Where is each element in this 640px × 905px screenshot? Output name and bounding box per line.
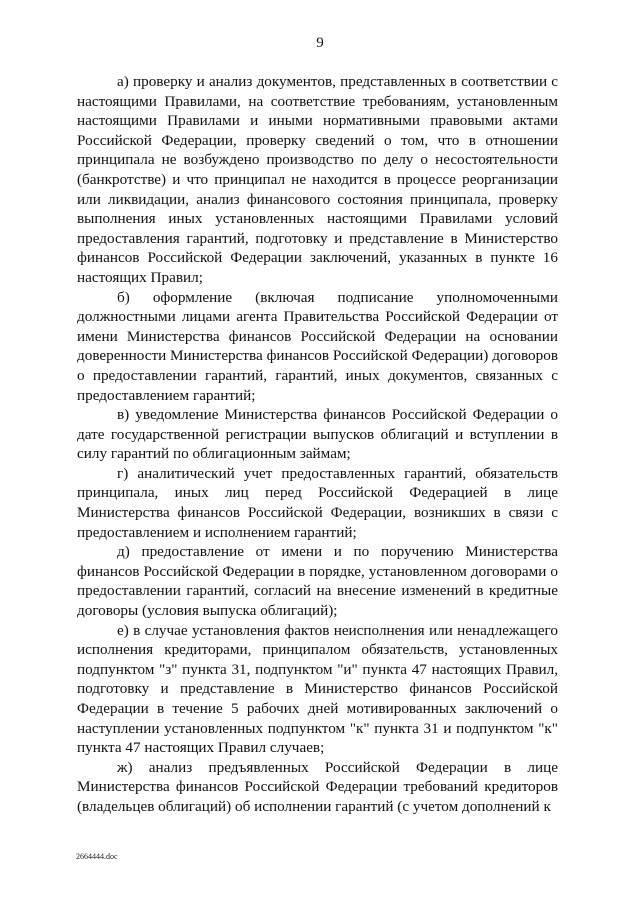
paragraph-zh: ж) анализ предъявленных Российской Федерации в лице Министерства финансов Российской Федерации требований кредиторов (владельцев облигаций) об исполнении гарантий (с учетом дополнений к xyxy=(77,758,558,815)
paragraph-v: в) уведомление Министерства финансов Российской Федерации о дате государственной регистрации выпусков облигаций и вступлении в силу гарантий по облигационным займам; xyxy=(77,406,558,463)
document-filename: 2664444.doc xyxy=(76,852,118,861)
paragraph-a: а) проверку и анализ документов, представленных в соответствии с настоящими Правилами, на соответствие требованиям, установленным настоящими Правилами и иными нормативными правовыми актами Российской Федерации, проверку сведений о том, что в отношении принципала не возбуждено производство по делу о несостоятельности (банкротстве) и что принципал не находится в процессе реорганизации или ликвидации, анализ финансового состояния принципала, проверку выполнения иных установленных настоящими Правилами условий предоставления гарантий, подготовку и представление в Министерство финансов Российской Федерации заключений, указанных в пункте 16 настоящих Правил; xyxy=(77,73,558,286)
paragraph-d: д) предоставление от имени и по поручению Министерства финансов Российской Федерации в порядке, установленном договорами о предоставлении гарантий, согласий на внесение изменений в кредитные договоры (условия выпуска облигаций); xyxy=(77,543,558,620)
document-body xyxy=(77,72,558,817)
paragraph-e: е) в случае установления фактов неисполнения или ненадлежащего исполнения кредиторами, принципалом обязательств, установленных подпунктом "з" пункта 31, подпунктом "и" пункта 47 настоящих Правил, подготовку и представление в Министерство финансов Российской Федерации в течение 5 рабочих дней мотивированных заключений о наступлении установленных подпунктом "к" пункта 31 и подпунктом "к" пункта 47 настоящих Правил случаев; xyxy=(77,621,558,757)
paragraph-g: г) аналитический учет предоставленных гарантий, обязательств принципала, иных лиц перед Российской Федерацией в лице Министерства финансов Российской Федерации, возникших в связи с предоставлением и исполнением гарантий; xyxy=(77,464,558,541)
paragraph-b: б) оформление (включая подписание уполномоченными должностными лицами агента Правительства Российской Федерации от имени Министерства финансов Российской Федерации на основании доверенности Министерства финансов Российской Федерации) договоров о предоставлении гарантий, гарантий, иных документов, связанных с предоставлением гарантий; xyxy=(77,288,558,404)
page-number: 9 xyxy=(316,35,324,51)
